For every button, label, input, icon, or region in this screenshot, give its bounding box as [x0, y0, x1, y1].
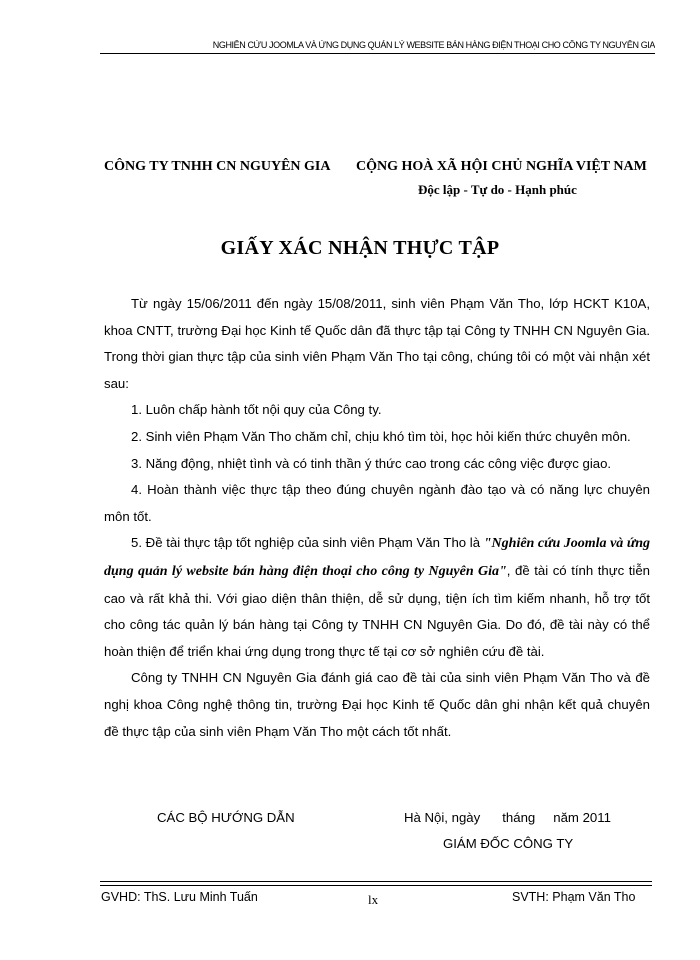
- remark-item-1: 1. Luôn chấp hành tốt nội quy của Công ty.: [131, 402, 382, 418]
- remark-item-3: 3. Năng động, nhiệt tình và có tinh thần ý thức cao trong các công việc được giao.: [131, 455, 612, 471]
- document-title: GIẤY XÁC NHẬN THỰC TẬP: [220, 237, 500, 259]
- company-name: CÔNG TY TNHH CN NGUYÊN GIA: [104, 159, 331, 174]
- national-motto: Độc lập - Tự do - Hạnh phúc: [418, 182, 577, 197]
- closing-paragraph: Công ty TNHH CN Nguyên Gia đánh giá cao đề tài của sinh viên Phạm Văn Tho và đề nghị khoa Công nghệ thông tin, trường Đại học Kinh tế Quốc dân ghi nhận kết quả chuyên đề thực tập của sinh viên Phạm Văn Tho một cách tốt nhất.: [104, 670, 650, 739]
- header-divider: [100, 53, 655, 54]
- intro-paragraph: Từ ngày 15/06/2011 đến ngày 15/08/2011, sinh viên Phạm Văn Tho, lớp HCKT K10A, khoa CNTT, trường Đại học Kinh tế Quốc dân đã thực tập tại Công ty TNHH CN Nguyên Gia. Trong thời gian thực tập của sinh viên Phạm Văn Tho tại công, chúng tôi có một vài nhận xét sau:: [104, 296, 650, 391]
- director-signature-label: GIÁM ĐỐC CÔNG TY: [443, 836, 574, 851]
- republic-title: CỘNG HOÀ XÃ HỘI CHỦ NGHĨA VIỆT NAM: [356, 159, 647, 174]
- thesis-topic: "Nghiên cứu Joomla và ứng dụng quản lý website bán hàng điện thoại cho công ty Nguyên Gia": [104, 536, 650, 579]
- remark-item-5-suffix: , đề tài có tính thực tiễn cao và rất khả thi. Với giao diện thân thiện, dễ sử dụng, tiện ích tìm kiếm nhanh, hỗ trợ tốt cho công tác quản lý bán hàng tại Công ty TNHH CN Nguyên Gia. Do đó, đề tài này có thể hoàn thiện để triển khai ứng dụng trong thực tế tại cơ sở nghiên cứu đề tài.: [104, 562, 650, 659]
- remark-item-5-prefix: 5. Đề tài thực tập tốt nghiệp của sinh viên Phạm Văn Tho là: [131, 535, 481, 551]
- document-body: [104, 291, 650, 745]
- date-place: Hà Nội, ngày: [404, 810, 481, 825]
- running-header: NGHIÊN CỨU JOOMLA VÀ ỨNG DỤNG QUẢN LÝ WEBSITE BÁN HÀNG ĐIỆN THOẠI CHO CÔNG TY NGUYÊN GIA: [212, 40, 655, 50]
- date-line: [404, 810, 611, 825]
- remark-item-4: 4. Hoàn thành việc thực tập theo đúng chuyên ngành đào tạo và có năng lực chuyên môn tốt.: [104, 482, 650, 524]
- remark-item-5: [104, 530, 650, 665]
- date-year: năm 2011: [553, 810, 611, 825]
- supervisors-signature-label: CÁC BỘ HƯỚNG DẪN: [157, 810, 295, 825]
- remark-item-2: 2. Sinh viên Phạm Văn Tho chăm chỉ, chịu khó tìm tòi, học hỏi kiến thức chuyên môn.: [131, 428, 631, 444]
- footer-divider: [100, 881, 652, 886]
- date-month: tháng: [502, 810, 536, 825]
- footer-student: SVTH: Phạm Văn Tho: [512, 890, 636, 904]
- footer-supervisor: GVHD: ThS. Lưu Minh Tuấn: [101, 890, 258, 904]
- page-number: lx: [368, 892, 379, 907]
